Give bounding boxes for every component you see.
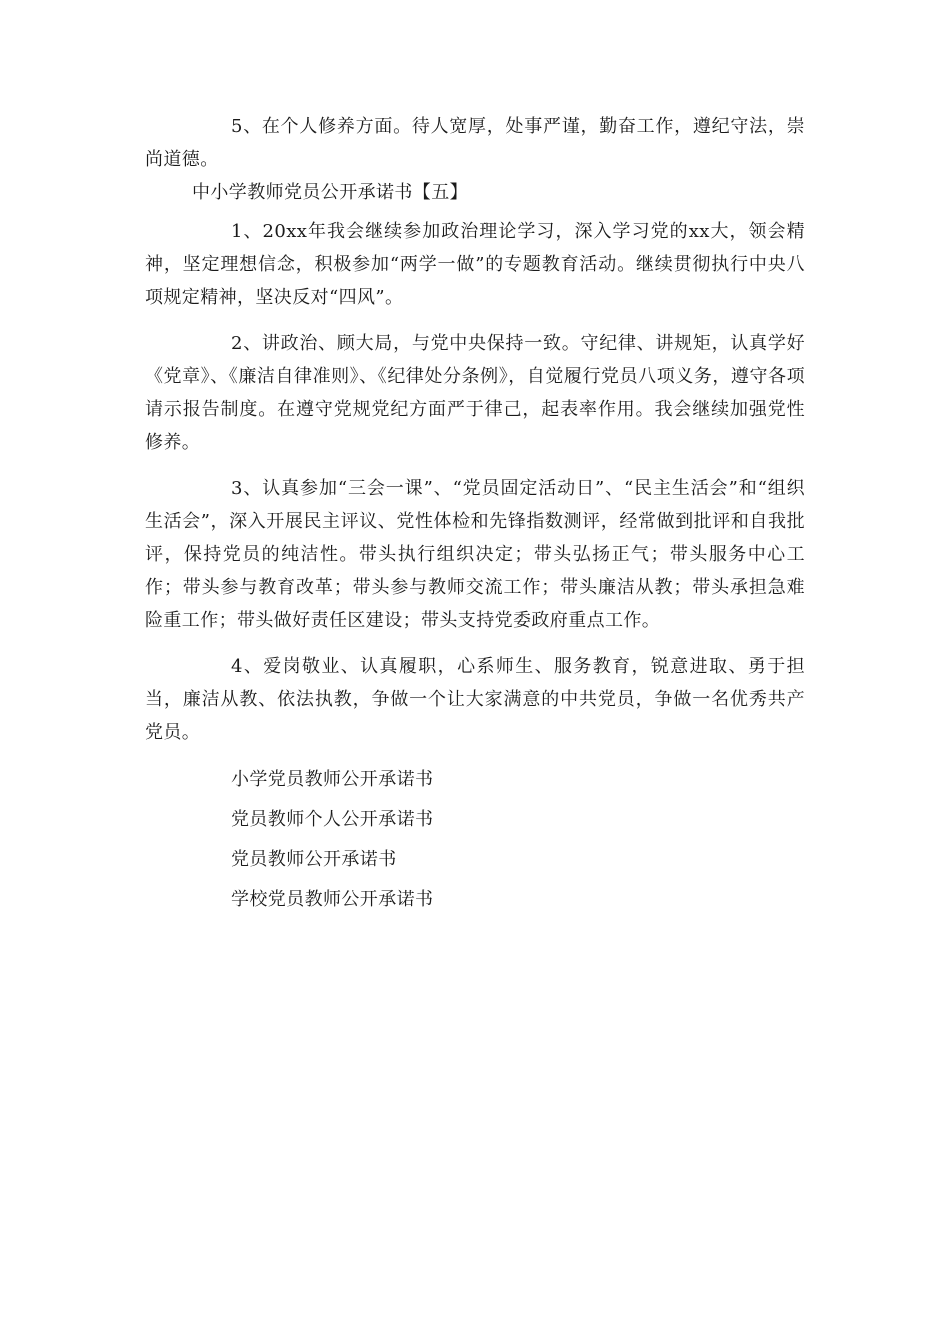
commitment-item-2: 2、讲政治、顾大局，与党中央保持一致。守纪律、讲规矩，认真学好《党章》、《廉洁自律准则》、《纪律处分条例》，自觉履行党员八项义务，遵守各项请示报告制度。在遵守党规党纪方面严于律己，起表率作用。我会继续加强党性修养。 bbox=[145, 333, 805, 453]
commitment-item-1: 1、20xx年我会继续参加政治理论学习，深入学习党的xx大，领会精神，坚定理想信念，积极参加“两学一做”的专题教育活动。继续贯彻执行中央八项规定精神，坚决反对“四风”。 bbox=[145, 221, 805, 308]
related-link[interactable]: 党员教师个人公开承诺书 bbox=[231, 809, 434, 830]
document-page bbox=[145, 110, 805, 920]
related-link[interactable]: 学校党员教师公开承诺书 bbox=[231, 889, 434, 910]
related-links bbox=[145, 760, 805, 920]
related-link[interactable]: 小学党员教师公开承诺书 bbox=[231, 769, 434, 790]
related-link[interactable]: 党员教师公开承诺书 bbox=[231, 849, 397, 870]
commitment-item-3: 3、认真参加“三会一课”、“党员固定活动日”、“民主生活会”和“组织生活会”，深入开展民主评议、党性体检和先锋指数测评，经常做到批评和自我批评，保持党员的纯洁性。带头执行组织决定；带头弘扬正气；带头服务中心工作；带头参与教育改革；带头参与教师交流工作；带头廉洁从教；带头承担急难险重工作；带头做好责任区建设；带头支持党委政府重点工作。 bbox=[145, 478, 805, 631]
section-heading: 中小学教师党员公开承诺书【五】 bbox=[192, 182, 468, 203]
commitment-item-4: 4、爱岗敬业、认真履职，心系师生、服务教育，锐意进取、勇于担当，廉洁从教、依法执教，争做一个让大家满意的中共党员，争做一名优秀共产党员。 bbox=[145, 656, 805, 743]
paragraph-5: 5、在个人修养方面。待人宽厚，处事严谨，勤奋工作，遵纪守法，崇尚道德。 bbox=[145, 116, 805, 170]
